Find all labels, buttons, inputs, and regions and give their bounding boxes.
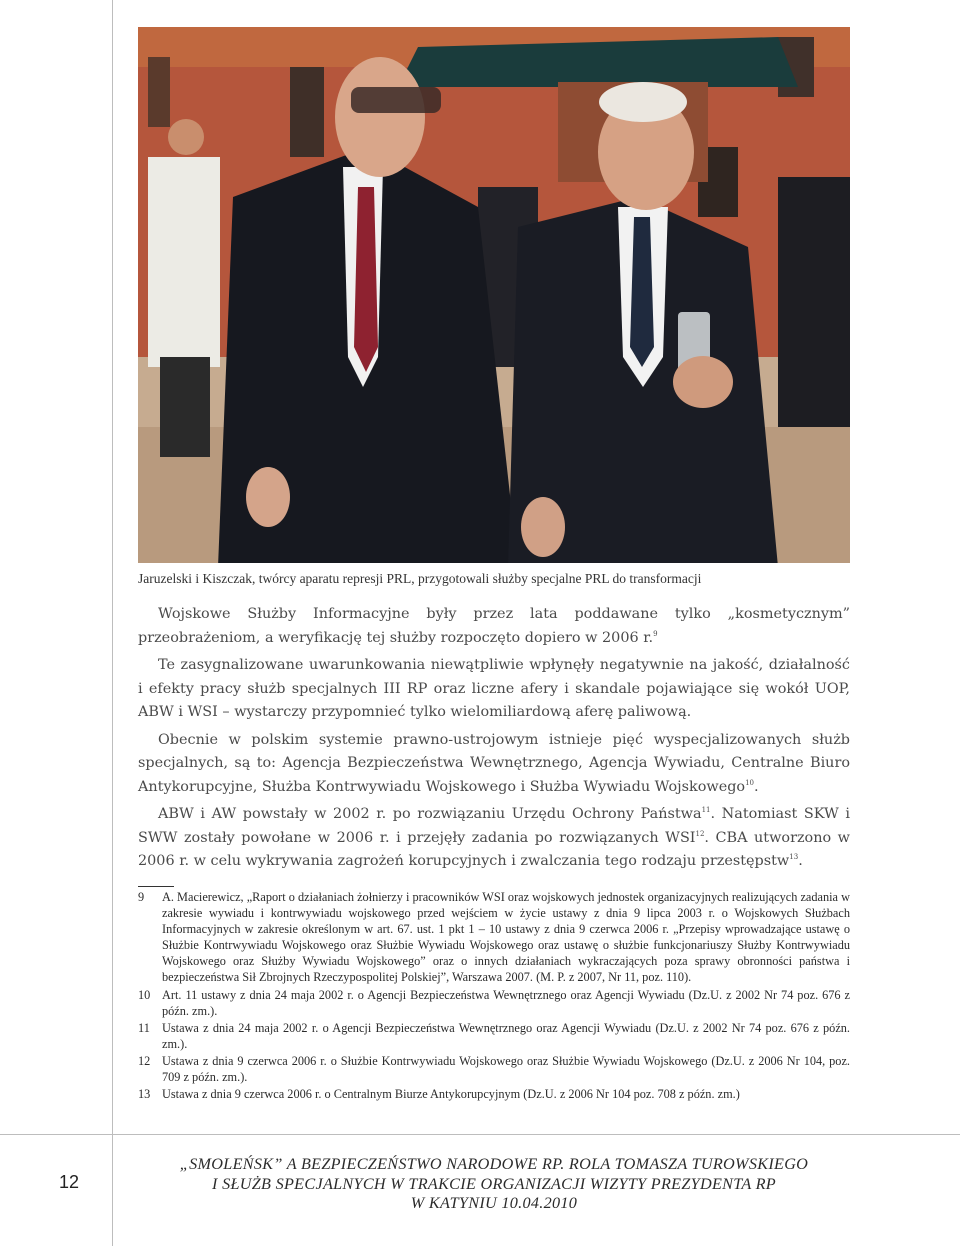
footnote-12 — [138, 1053, 850, 1085]
footnote-text: Art. 11 ustawy z dnia 24 maja 2002 r. o Agencji Bezpieczeństwa Wewnętrznego oraz Agencji Wywiadu (Dz.U. z 2002 Nr 74 poz. 676 z późn. zm.). — [162, 987, 850, 1018]
footnote-number: 10 — [138, 987, 151, 1002]
paragraph-1-text: Wojskowe Służby Informacyjne były przez lata poddawane tylko „kosmetycznym” przeobrażeniom, a weryfikację tej służby rozpoczęto dopiero w 2006 r. — [138, 606, 850, 646]
footnote-13 — [138, 1086, 850, 1102]
photo-icon — [138, 27, 850, 563]
footnote-text: A. Macierewicz, „Raport o działaniach żołnierzy i pracowników WSI oraz wojskowych jednostek organizacyjnych realizujących zadania w zakresie wywiadu i kontrwywiadu wojskowego przed wejściem w życie ustawy z dnia 9 lipca 2003 r. o Wojskowych Służbach Informacyjnych w zakresie określonym w art. 67. ust. 1 pkt 1 – 10 ustawy z dnia 9 czerwca 2006 r. „Przepisy wprowadzające ustawę o Służbie Kontrwywiadu Wojskowego oraz Służbie Wywiadu Wojskowego oraz ustawę o służbie funkcjonariuszy Służby Kontrwywiadu Wojskowego oraz Służby Wywiadu Wojskowego” oraz o innych działaniach wykraczających poza sprawy obronności państwa i bezpieczeństwa Sił Zbrojnych Rzeczypospolitej Polskiej”, Warszawa 2007. (M. P. z 2007, Nr 11, poz. 110). — [162, 890, 850, 985]
footnote-ref-9[interactable]: 9 — [653, 629, 658, 638]
paragraph-1 — [138, 603, 850, 650]
footnote-rule — [138, 886, 174, 887]
running-footer-title — [138, 1155, 850, 1214]
footer-rule — [0, 1134, 960, 1135]
paragraph-2 — [138, 654, 850, 725]
footnote-ref-10[interactable]: 10 — [745, 778, 755, 787]
footnote-9 — [138, 889, 850, 986]
footer-title-line-1: „SMOLEŃSK” A BEZPIECZEŃSTWO NARODOWE RP. ROLA TOMASZA TUROWSKIEGO — [179, 1155, 809, 1173]
paragraph-4-end: . — [798, 853, 803, 869]
footnote-text: Ustawa z dnia 9 czerwca 2006 r. o Służbie Kontrwywiadu Wojskowego oraz Służbie Wywiadu Wojskowego (Dz.U. z 2006 Nr 104, poz. 709 z późn. zm.). — [162, 1053, 850, 1085]
paragraph-3-end: . — [754, 778, 759, 795]
main-text — [138, 603, 850, 874]
footnote-ref-12[interactable]: 12 — [695, 829, 705, 838]
page-number: 12 — [58, 1172, 80, 1192]
footer-title-line-3: W KATYNIU 10.04.2010 — [410, 1194, 578, 1212]
photo — [138, 27, 850, 563]
footer-title-line-2: I SŁUŻB SPECJALNYCH W TRAKCIE ORGANIZACJI WIZYTY PREZYDENTA RP — [212, 1174, 776, 1193]
photo-caption: Jaruzelski i Kiszczak, twórcy aparatu represji PRL, przygotowali służby specjalne PRL do transformacji — [138, 571, 702, 586]
paragraph-2-text: Te zasygnalizowane uwarunkowania niewątpliwie wpłynęły negatywnie na jakość, działalność i efekty pracy służb specjalnych III RP oraz liczne afery i skandale pojawiające się wokół UOP, ABW i WSI – wystarczy przypomnieć tylko wielomiliardową aferę paliwową. — [138, 657, 850, 720]
paragraph-3-text: Obecnie w polskim systemie prawno-ustrojowym istnieje pięć wyspecjalizowanych służb specjalnych, są to: Agencja Bezpieczeństwa Wewnętrznego, Agencja Wywiadu, Centralne Biuro Antykorupcyjne, Służba Kontrwywiadu Wojskowego i Służba Wywiadu Wojskowego — [138, 731, 850, 795]
footnotes — [138, 889, 850, 1103]
paragraph-4-part-b: . Natomiast SKW i SWW zostały powołane w 2006 r. i przejęły zadania po rozwiązanych WSI — [138, 806, 850, 846]
footnote-number: 11 — [138, 1020, 150, 1035]
vertical-rule — [112, 0, 113, 1246]
paragraph-4-part-c: . CBA utworzono w 2006 r. w celu wykrywania zagrożeń korupcyjnych i zwalczania tego rodzaju przestępstw — [138, 829, 850, 869]
paragraph-3 — [138, 729, 850, 800]
footnote-10 — [138, 987, 850, 1019]
footnote-number: 12 — [138, 1053, 151, 1068]
paragraph-4-part-a: ABW i AW powstały w 2002 r. po rozwiązaniu Urzędu Ochrony Państwa — [158, 806, 702, 822]
footnote-number: 9 — [138, 890, 145, 904]
footnote-number: 13 — [138, 1087, 151, 1102]
footnote-ref-11[interactable]: 11 — [701, 806, 711, 814]
footnote-11 — [138, 1020, 850, 1052]
footnote-text: Ustawa z dnia 9 czerwca 2006 r. o Centralnym Biurze Antykorupcyjnym (Dz.U. z 2006 Nr 104 poz. 708 z późn. zm.) — [162, 1087, 740, 1102]
paragraph-4 — [138, 803, 850, 874]
footnote-text: Ustawa z dnia 24 maja 2002 r. o Agencji Bezpieczeństwa Wewnętrznego oraz Agencji Wywiadu (Dz.U. z 2002 Nr 74 poz. 676 z późn. zm.). — [162, 1020, 850, 1051]
footnote-ref-13[interactable]: 13 — [789, 853, 799, 861]
